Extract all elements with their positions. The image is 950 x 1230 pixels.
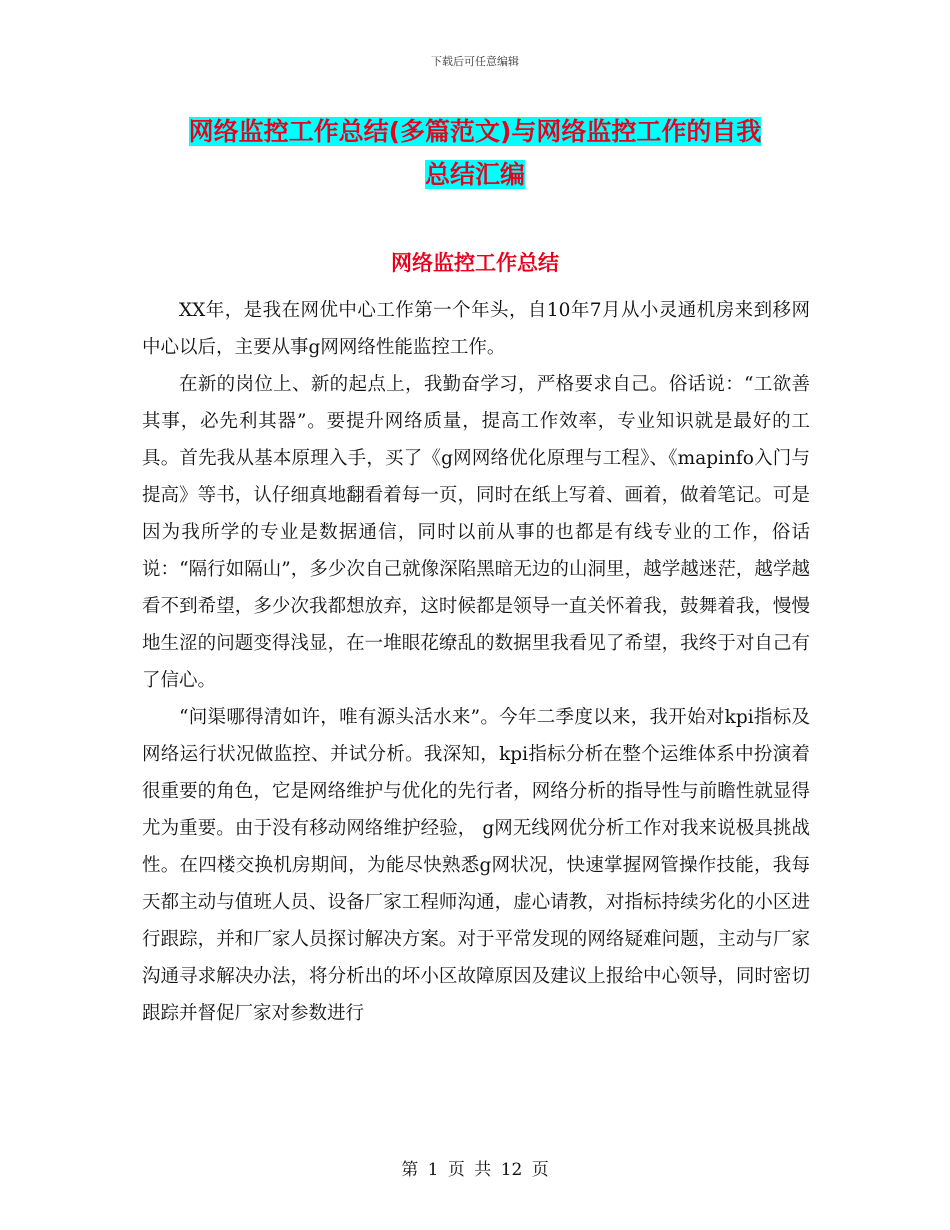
header-note: 下载后可任意编辑 bbox=[431, 55, 519, 68]
paragraph-1: XX年，是我在网优中心工作第一个年头，自10年7月从小灵通机房来到移网中心以后，主要从事g网网络性能监控工作。 bbox=[142, 300, 810, 358]
document-title-line-2: 总结汇编 bbox=[424, 160, 525, 189]
paragraph-2: 在新的岗位上、新的起点上，我勤奋学习，严格要求自己。俗话说：“工欲善其事，必先利其器”。要提升网络质量，提高工作效率，专业知识就是最好的工具。首先我从基本原理入手，买了《g网网络优化原理与工程》、《mapinfo入门与提高》等书，认仔细真地翻看着每一页，同时在纸上写着、画着，做着笔记。可是因为我所学的专业是数据通信，同时以前从事的也都是有线专业的工作，俗话说：“隔行如隔山”，多少次自己就像深陷黑暗无边的山洞里，越学越迷茫，越学越看不到希望，多少次我都想放弃，这时候都是领导一直关怀着我，鼓舞着我，慢慢地生涩的问题变得浅显，在一堆眼花缭乱的数据里我看见了希望，我终于对自己有了信心。 bbox=[142, 374, 810, 691]
body-text bbox=[142, 292, 810, 1032]
paragraph-3: “问渠哪得清如许，唯有源头活水来”。今年二季度以来，我开始对kpi指标及网络运行状况做监控、并试分析。我深知，kpi指标分析在整个运维体系中扮演着很重要的角色，它是网络维护与优化的先行者，网络分析的指导性与前瞻性就显得尤为重要。由于没有移动网络维护经验， g网无线网优分析工作对我来说极具挑战性。在四楼交换机房期间，为能尽快熟悉g网状况，快速掌握网管操作技能，我每天都主动与值班人员、设备厂家工程师沟通，虚心请教，对指标持续劣化的小区进行跟踪，并和厂家人员探讨解决方案。对于平常发现的网络疑难问题，主动与厂家沟通寻求解决办法，将分析出的坏小区故障原因及建议上报给中心领导，同时密切跟踪并督促厂家对参数进行 bbox=[142, 707, 810, 1024]
page-footer: 第 1 页 共 12 页 bbox=[401, 1160, 549, 1180]
document-title bbox=[140, 110, 810, 196]
document-title-line-1: 网络监控工作总结(多篇范文)与网络监控工作的自我 bbox=[188, 117, 762, 146]
section-title: 网络监控工作总结 bbox=[391, 251, 559, 275]
